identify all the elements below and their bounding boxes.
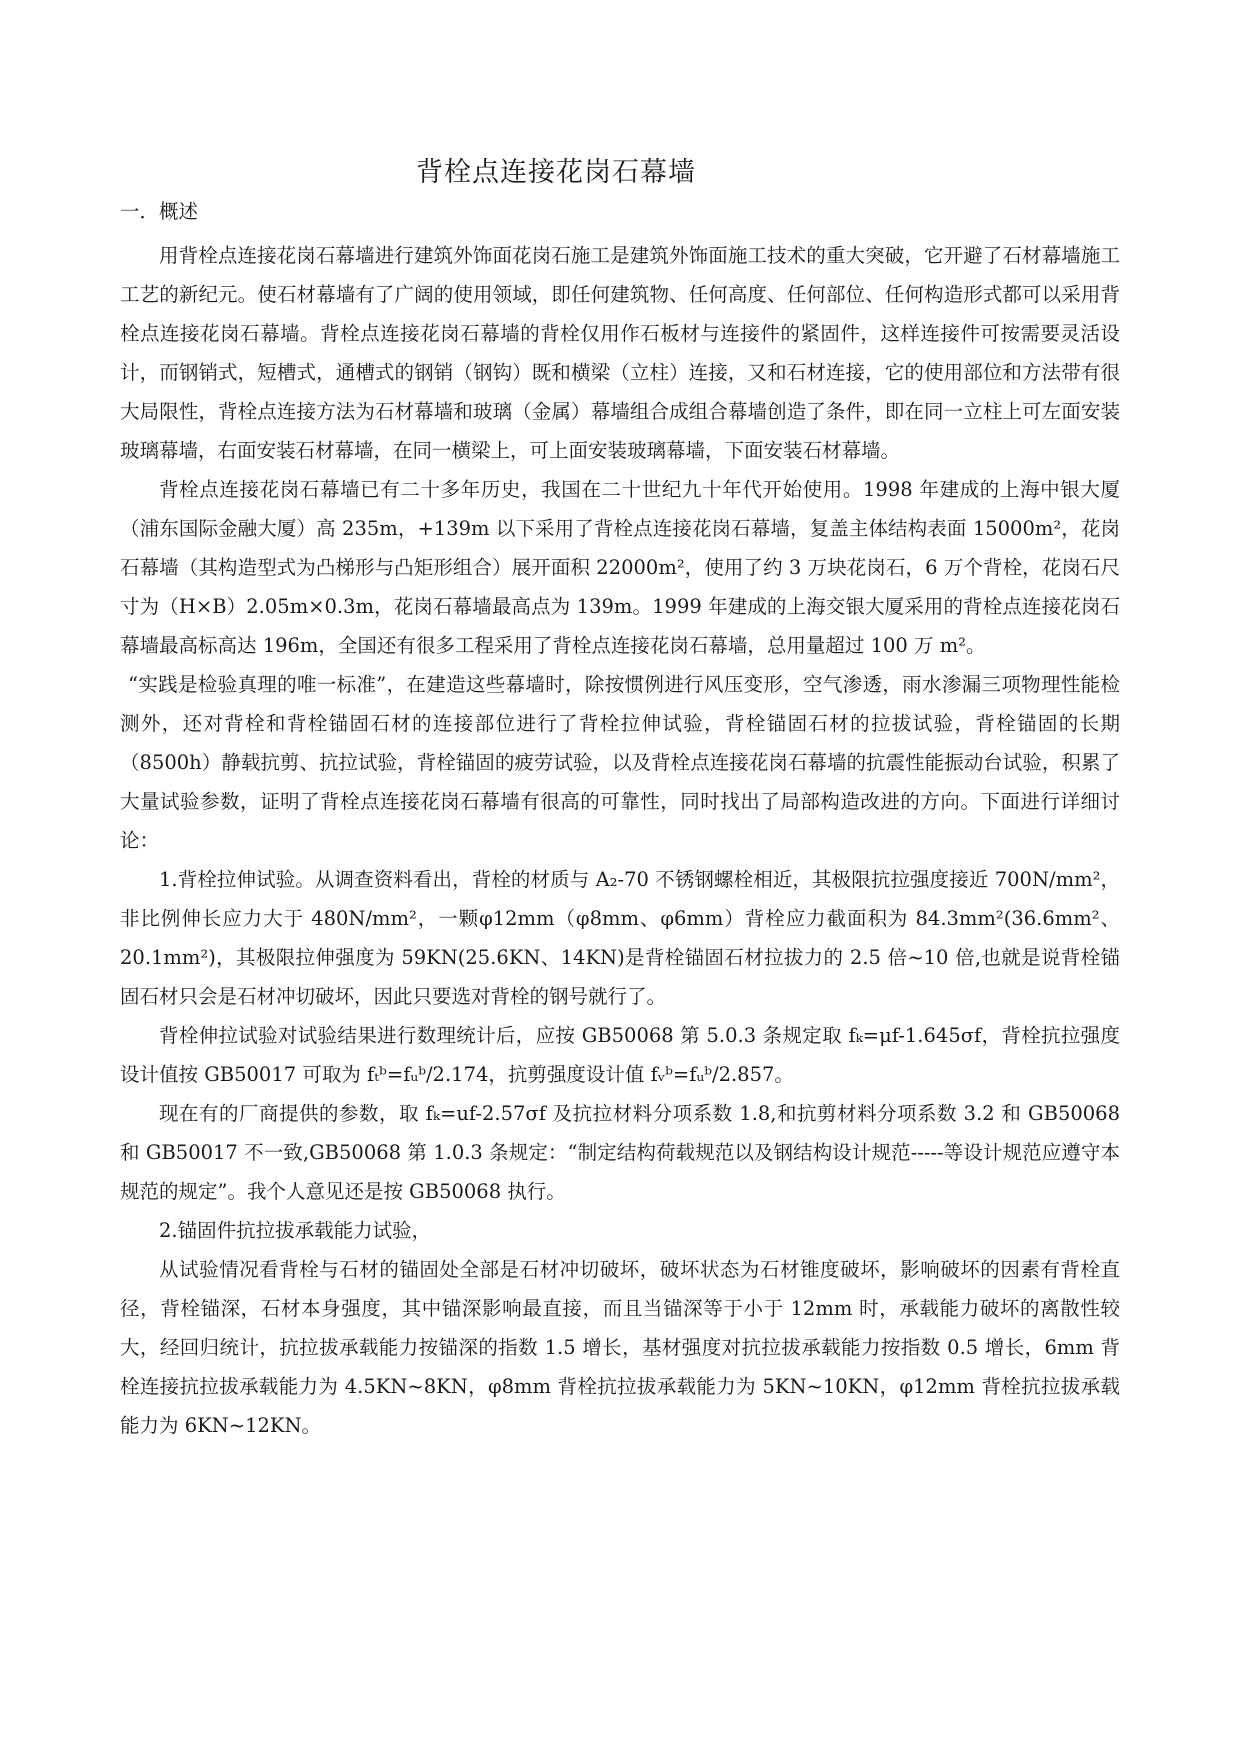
paragraph-2: 背栓点连接花岗石幕墙已有二十多年历史，我国在二十世纪九十年代开始使用。1998 年建成的上海中银大厦（浦东国际金融大厦）高 235m，+139m 以下采用了背栓点连接花岗石幕墙，复盖主体结构表面 15000m²，花岗石幕墙（其构造型式为凸梯形与凸矩形组合）展开面积 22000m²，使用了约 3 万块花岗石，6 万个背栓，花岗石尺寸为（H×B）2.05m×0.3m，花岗石幕墙最高点为 139m。1999 年建成的上海交银大厦采用的背栓点连接花岗石幕墙最高标高达 196m，全国还有很多工程采用了背栓点连接花岗石幕墙，总用量超过 100 万 m²。 <box>120 478 1120 657</box>
document-body <box>120 236 1120 1445</box>
paragraph-5: 背栓伸拉试验对试验结果进行数理统计后，应按 GB50068 第 5.0.3 条规定取 fₖ=μf-1.645σf，背栓抗拉强度设计值按 GB50017 可取为 fₜᵇ=fᵤᵇ/2.174，抗剪强度设计值 fᵥᵇ=fᵤᵇ/2.857。 <box>120 1024 1120 1086</box>
paragraph-3: “实践是检验真理的唯一标准”，在建造这些幕墙时，除按惯例进行风压变形，空气渗透，雨水渗漏三项物理性能检测外，还对背栓和背栓锚固石材的连接部位进行了背栓拉伸试验，背栓锚固石材的拉拔试验，背栓锚固的长期（8500h）静载抗剪、抗拉试验，背栓锚固的疲劳试验，以及背栓点连接花岗石幕墙的抗震性能振动台试验，积累了大量试验参数，证明了背栓点连接花岗石幕墙有很高的可靠性，同时找出了局部构造改进的方向。下面进行详细讨论： <box>120 673 1120 852</box>
document-title: 背栓点连接花岗石幕墙 <box>416 157 696 188</box>
paragraph-6: 现在有的厂商提供的参数，取 fₖ=uf-2.57σf 及抗拉材料分项系数 1.8,和抗剪材料分项系数 3.2 和 GB50068 和 GB50017 不一致,GB50068 第 1.0.3 条规定：“制定结构荷载规范以及钢结构设计规范-----等设计规范应遵守本规范的规定”。我个人意见还是按 GB50068 执行。 <box>120 1102 1120 1203</box>
paragraph-1: 用背栓点连接花岗石幕墙进行建筑外饰面花岗石施工是建筑外饰面施工技术的重大突破，它开避了石材幕墙施工工艺的新纪元。使石材幕墙有了广阔的使用领域，即任何建筑物、任何高度、任何部位、任何构造形式都可以采用背栓点连接花岗石幕墙。背栓点连接花岗石幕墙的背栓仅用作石板材与连接件的紧固件，这样连接件可按需要灵活设计，而钢销式，短槽式，通槽式的钢销（钢钩）既和横梁（立柱）连接，又和石材连接，它的使用部位和方法带有很大局限性，背栓点连接方法为石材幕墙和玻璃（金属）幕墙组合成组合幕墙创造了条件，即在同一立柱上可左面安装玻璃幕墙，右面安装石材幕墙，在同一横梁上，可上面安装玻璃幕墙，下面安装石材幕墙。 <box>120 244 1120 462</box>
paragraph-8: 从试验情况看背栓与石材的锚固处全部是石材冲切破坏，破坏状态为石材锥度破坏，影响破坏的因素有背栓直径，背栓锚深，石材本身强度，其中锚深影响最直接，而且当锚深等于小于 12mm 时，承载能力破坏的离散性较大，经回归统计，抗拉拔承载能力按锚深的指数 1.5 增长，基材强度对抗拉拔承载能力按指数 0.5 增长，6mm 背栓连接抗拉拔承载能力为 4.5KN~8KN，φ8mm 背栓抗拉拔承载能力为 5KN~10KN，φ12mm 背栓抗拉拔承载能力为 6KN~12KN。 <box>120 1258 1120 1437</box>
paragraph-4: 1.背栓拉伸试验。从调查资料看出，背栓的材质与 A₂-70 不锈钢螺栓相近，其极限抗拉强度接近 700N/mm²，非比例伸长应力大于 480N/mm²，一颗φ12mm（φ8mm、φ6mm）背栓应力截面积为 84.3mm²(36.6mm²、20.1mm²)，其极限拉伸强度为 59KN(25.6KN、14KN)是背栓锚固石材拉拔力的 2.5 倍~10 倍,也就是说背栓锚固石材只会是石材冲切破坏，因此只要选对背栓的钢号就行了。 <box>120 868 1120 1008</box>
section-heading: 一．概述 <box>120 200 199 223</box>
paragraph-7: 2.锚固件抗拉拔承载能力试验， <box>159 1219 432 1242</box>
